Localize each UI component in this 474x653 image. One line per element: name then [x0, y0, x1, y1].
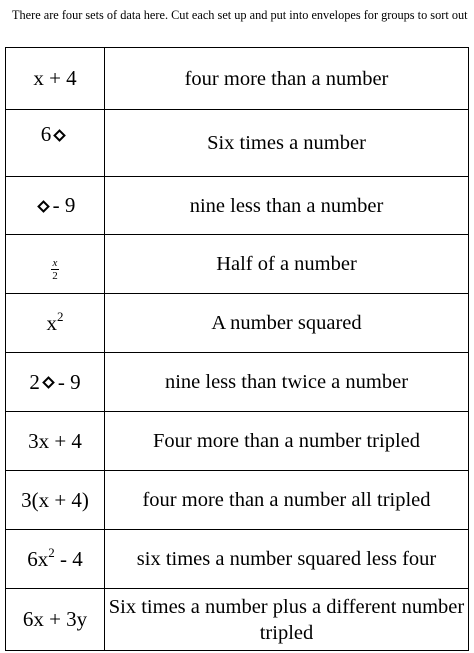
diamond-symbol-icon — [42, 376, 55, 389]
phrase-cell — [105, 412, 469, 471]
expression-cell — [6, 110, 105, 177]
table-row — [6, 48, 469, 110]
expression-cell — [6, 471, 105, 530]
fraction-numerator: x — [52, 256, 58, 269]
table-row — [6, 235, 469, 294]
expression-text: 3x + 4 — [28, 428, 82, 453]
phrase-text: A number squared — [211, 312, 362, 334]
table-row — [6, 530, 469, 589]
phrase-cell — [105, 110, 469, 177]
expression-cell — [6, 530, 105, 589]
table-row — [6, 294, 469, 353]
phrase-cell — [105, 48, 469, 110]
phrase-cell — [105, 530, 469, 589]
phrase-text: nine less than a number — [189, 194, 384, 217]
table-row — [6, 589, 469, 651]
phrase-text: four more than a number all tripled — [142, 489, 431, 511]
expression-text: x + 4 — [33, 66, 77, 90]
phrase-text: nine less than twice a number — [164, 371, 409, 393]
expression-cell — [6, 589, 105, 651]
fraction-denominator: 2 — [52, 269, 58, 282]
phrase-cell — [105, 235, 469, 294]
phrase-cell — [105, 353, 469, 412]
expression-text: - 9 — [52, 193, 76, 217]
fraction — [50, 257, 60, 282]
phrase-cell — [105, 589, 469, 651]
phrase-cell — [105, 177, 469, 235]
expression-text: 2 — [29, 369, 40, 394]
table-row — [6, 412, 469, 471]
expression-cell — [6, 48, 105, 110]
phrase-text: six times a number squared less four — [136, 548, 437, 570]
expression-text: 6x — [27, 546, 49, 571]
phrase-cell — [105, 471, 469, 530]
exponent: 2 — [57, 308, 64, 324]
expression-cell — [6, 294, 105, 353]
expression-text: 6x + 3y — [22, 607, 88, 631]
expression-text: 6 — [40, 122, 52, 146]
expression-text: 3(x + 4) — [21, 487, 89, 512]
table-row — [6, 471, 469, 530]
expression-text: - 9 — [57, 369, 81, 394]
phrase-text: four more than a number — [184, 67, 389, 90]
exponent: 2 — [48, 544, 55, 560]
phrase-cell — [105, 294, 469, 353]
instructions-text: There are four sets of data here. Cut each set up and put into envelopes for groups to sort out — [12, 8, 468, 22]
diamond-symbol-icon — [37, 200, 50, 213]
expression-cell — [6, 235, 105, 294]
diamond-symbol-icon — [53, 129, 66, 142]
phrase-text: Six times a number — [207, 132, 366, 154]
phrase-text: Four more than a number tripled — [152, 430, 420, 452]
card-sort-table — [5, 47, 469, 651]
expression-cell — [6, 177, 105, 235]
phrase-text: Half of a number — [216, 253, 357, 275]
expression-text: x — [46, 310, 57, 335]
expression-cell — [6, 412, 105, 471]
table-row — [6, 177, 469, 235]
expression-cell — [6, 353, 105, 412]
table-row — [6, 110, 469, 177]
expression-text: - 4 — [60, 546, 83, 571]
table-row — [6, 353, 469, 412]
phrase-text: Six times a number plus a different number tripled — [108, 595, 465, 644]
